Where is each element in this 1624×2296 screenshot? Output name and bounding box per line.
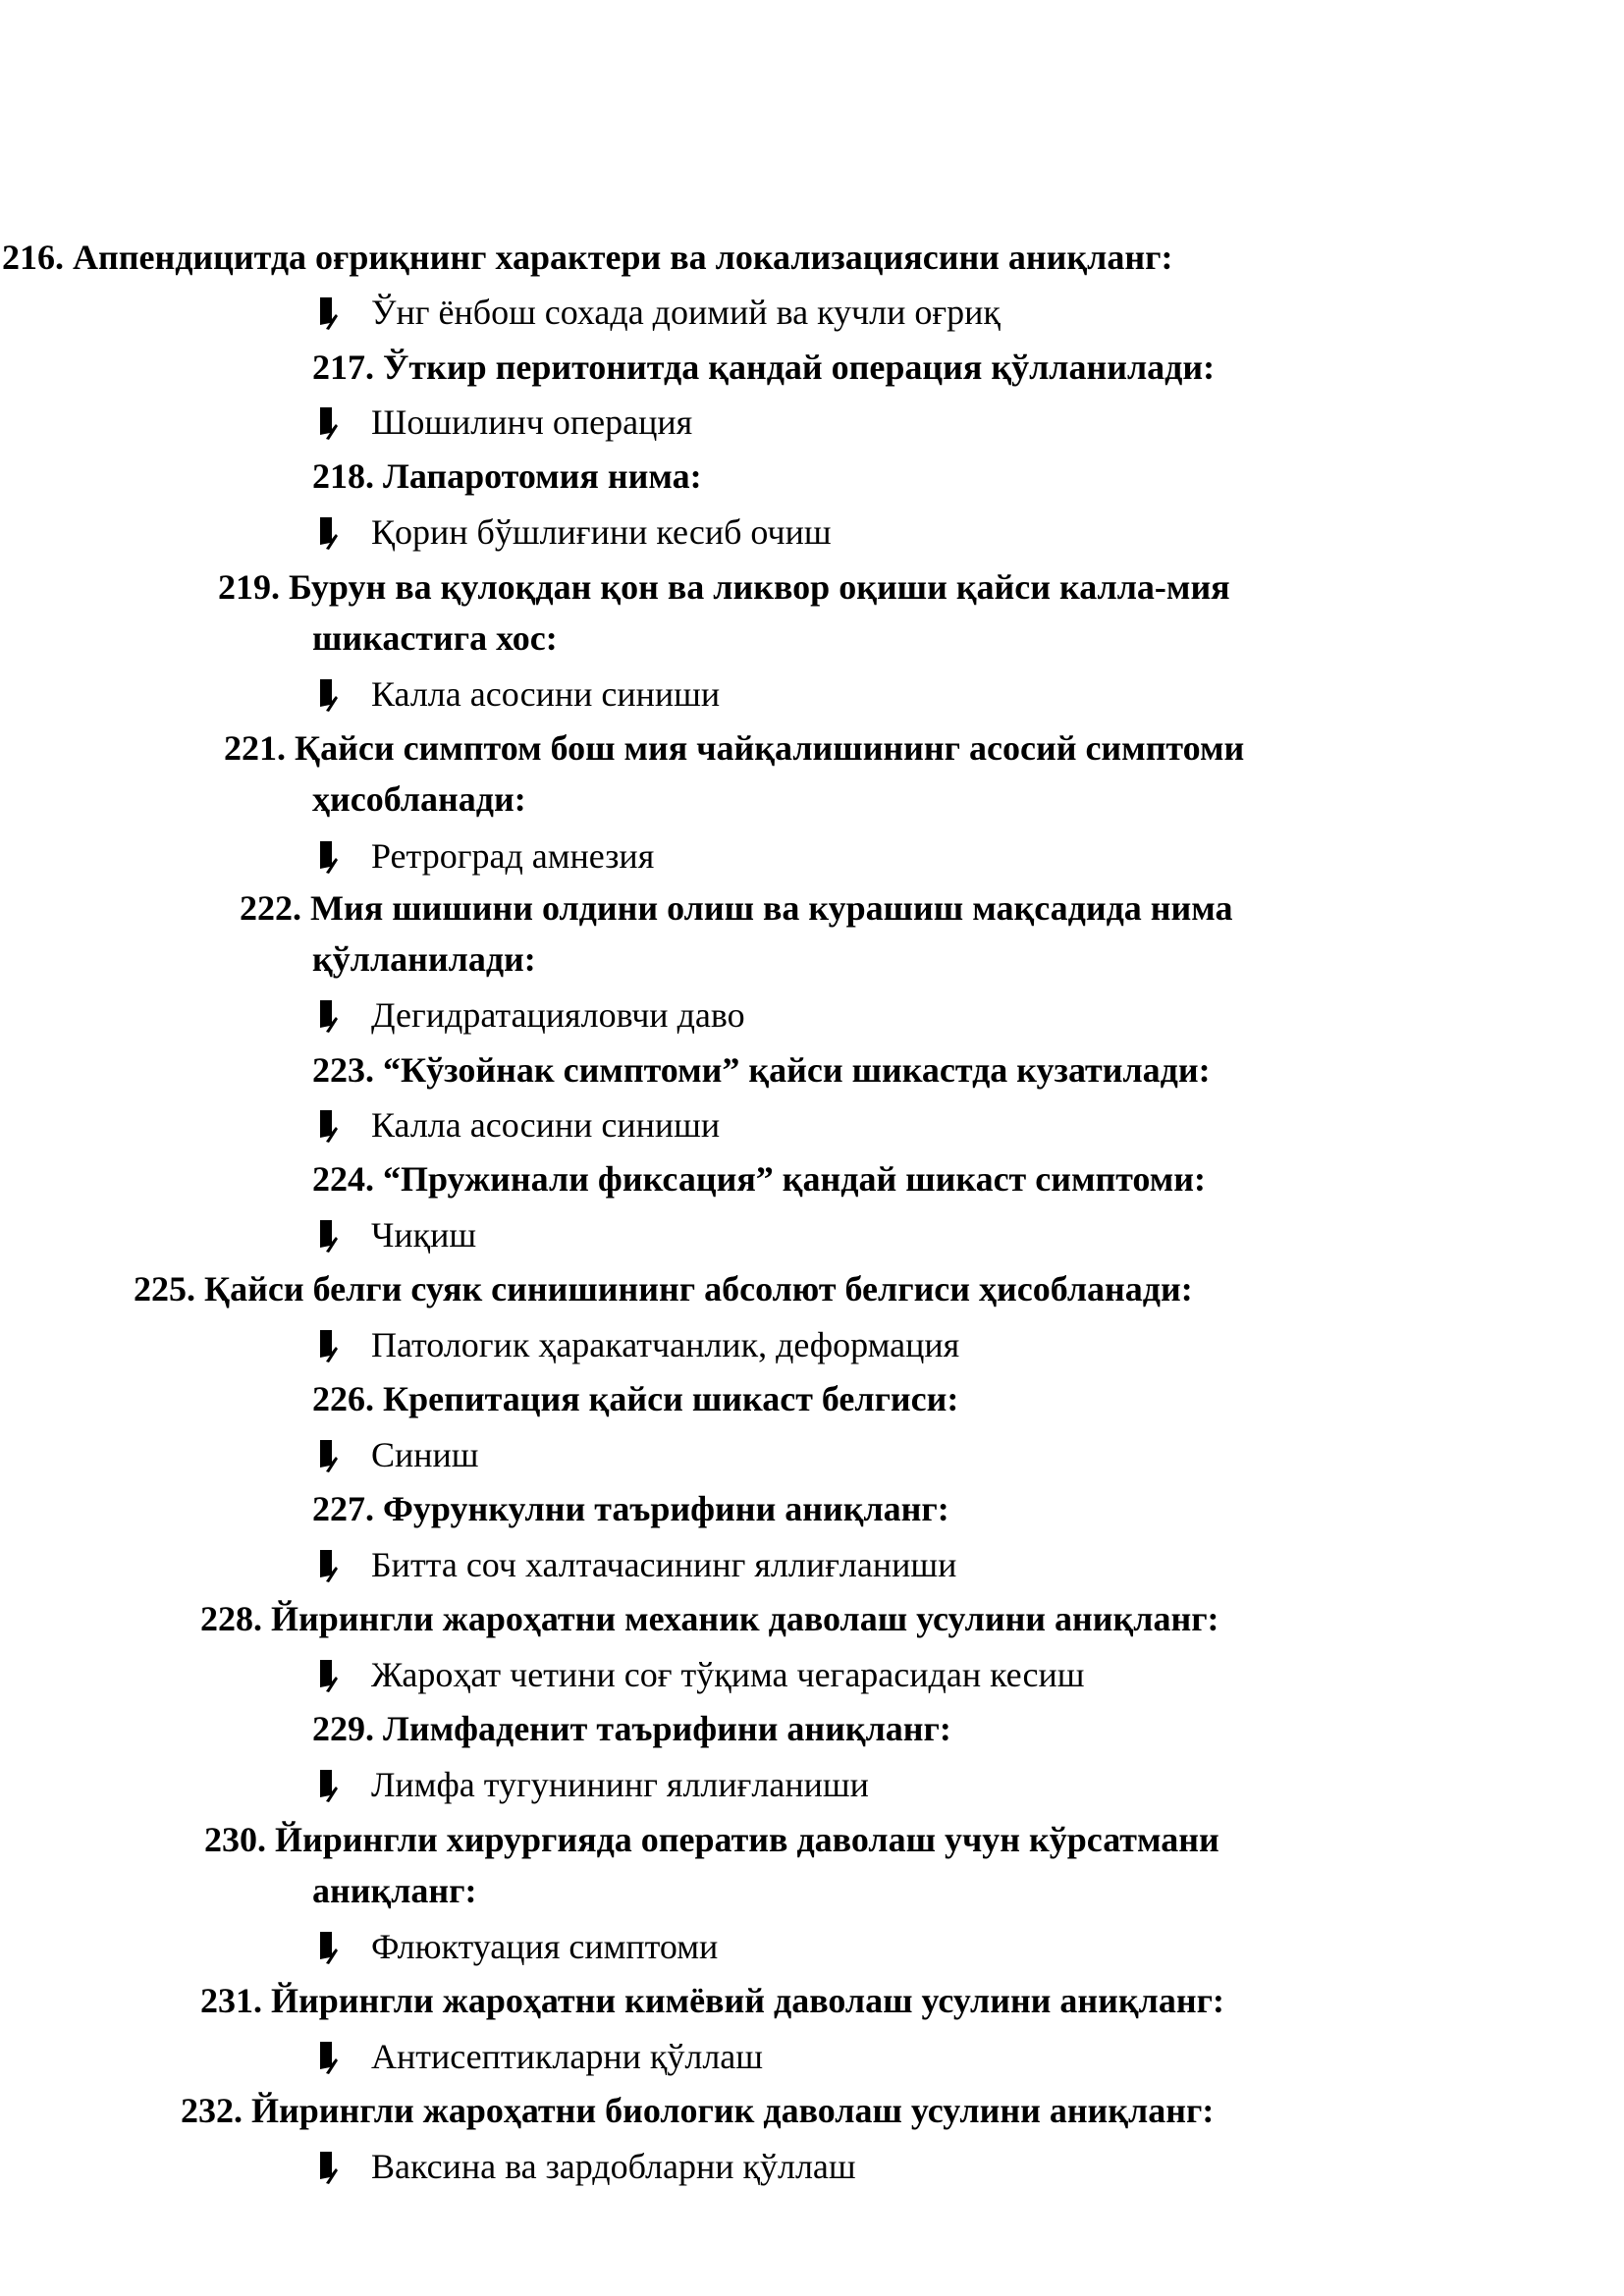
checkmark-icon xyxy=(316,677,340,715)
question-231: 231. Йирингли жароҳатни кимёвий даволаш усулини аниқланг: xyxy=(200,1981,1224,2020)
answer-218: Қорин бўшлиғини кесиб очиш xyxy=(371,512,832,552)
answer-231: Антисептикларни қўллаш xyxy=(371,2037,764,2076)
question-228: 228. Йирингли жароҳатни механик даволаш усулини аниқланг: xyxy=(200,1599,1219,1638)
question-227: 227. Фурункулни таърифини аниқланг: xyxy=(312,1489,949,1528)
checkmark-icon xyxy=(316,405,340,443)
question-225: 225. Қайси белги суяк синишининг абсолют белгиси ҳисобланади: xyxy=(134,1269,1193,1308)
checkmark-icon xyxy=(316,1548,340,1585)
checkmark-icon xyxy=(316,1658,340,1695)
checkmark-icon xyxy=(316,1218,340,1255)
checkmark-icon xyxy=(316,515,340,553)
checkmark-icon xyxy=(316,1438,340,1475)
answer-227: Битта соч халтачасининг яллиғланиши xyxy=(371,1545,957,1584)
question-218: 218. Лапаротомия нима: xyxy=(312,456,702,496)
checkmark-icon xyxy=(316,2040,340,2077)
question-232: 232. Йирингли жароҳатни биологик даволаш усулини аниқланг: xyxy=(181,2091,1215,2130)
question-222: 222. Мия шишини олдини олиш ва курашиш мақсадида нима xyxy=(240,888,1233,928)
question-223: 223. “Кўзойнак симптоми” қайси шикастда кузатилади: xyxy=(312,1050,1211,1090)
answer-216: Ўнг ёнбош сохада доимий ва кучли оғриқ xyxy=(371,293,1001,332)
answer-226: Синиш xyxy=(371,1435,479,1474)
answer-228: Жароҳат четини соғ тўқима чегарасидан кесиш xyxy=(371,1655,1085,1694)
checkmark-icon xyxy=(316,1328,340,1365)
question-221: 221. Қайси симптом бош мия чайқалишининг асосий симптоми xyxy=(224,728,1245,768)
answer-232: Ваксина ва зардобларни қўллаш xyxy=(371,2147,856,2186)
answer-230: Флюктуация симптоми xyxy=(371,1927,719,1966)
question-219: 219. Бурун ва қулоқдан қон ва ликвор оқиши қайси калла-мия xyxy=(218,567,1230,607)
answer-222: Дегидратацияловчи даво xyxy=(371,995,745,1035)
question-226: 226. Крепитация қайси шикаст белгиси: xyxy=(312,1379,959,1418)
checkmark-icon xyxy=(316,1930,340,1967)
question-230: 230. Йирингли хирургияда оператив даволаш учун кўрсатмани xyxy=(204,1820,1219,1859)
question-217: 217. Ўткир перитонитда қандай операция қўлланилади: xyxy=(312,347,1216,387)
question-219-cont: шикастига хос: xyxy=(312,618,558,658)
checkmark-icon xyxy=(316,839,340,877)
answer-219: Калла асосини синиши xyxy=(371,674,721,714)
question-229: 229. Лимфаденит таърифини аниқланг: xyxy=(312,1709,951,1748)
answer-221: Ретроград амнезия xyxy=(371,836,655,876)
answer-224: Чиқиш xyxy=(371,1215,477,1255)
question-224: 224. “Пружинали фиксация” қандай шикаст симптоми: xyxy=(312,1159,1206,1199)
checkmark-icon xyxy=(316,295,340,333)
checkmark-icon xyxy=(316,998,340,1036)
answer-225: Патологик ҳаракатчанлик, деформация xyxy=(371,1325,960,1364)
checkmark-icon xyxy=(316,1768,340,1805)
checkmark-icon xyxy=(316,2150,340,2187)
question-216: 216. Аппендицитда оғриқнинг характери ва локализациясини аниқланг: xyxy=(2,238,1173,277)
answer-217: Шошилинч операция xyxy=(371,402,693,442)
answer-223: Калла асосини синиши xyxy=(371,1105,721,1145)
answer-229: Лимфа тугунининг яллиғланиши xyxy=(371,1765,869,1804)
question-221-cont: ҳисобланади: xyxy=(312,779,526,819)
question-222-cont: қўлланилади: xyxy=(312,939,536,979)
question-230-cont: аниқланг: xyxy=(312,1871,477,1910)
checkmark-icon xyxy=(316,1108,340,1146)
